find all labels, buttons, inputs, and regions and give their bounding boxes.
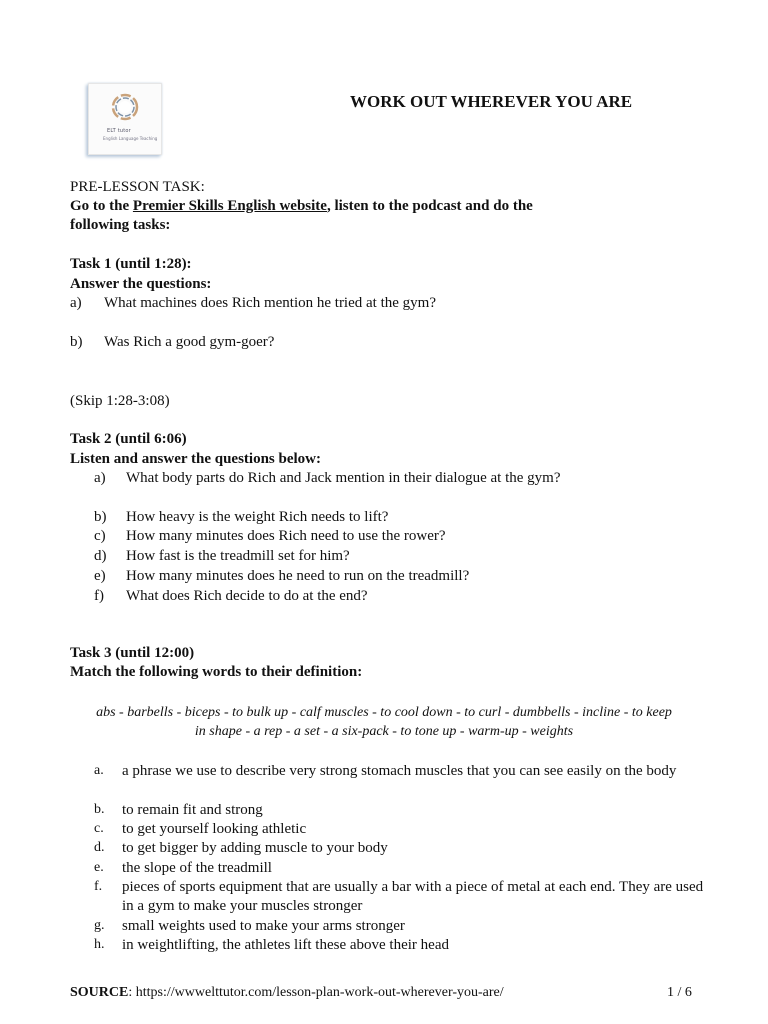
- definition-marker: b.: [94, 802, 105, 817]
- question-text: What body parts do Rich and Jack mention in their dialogue at the gym?: [126, 470, 561, 486]
- task1-instruction: Answer the questions:: [70, 276, 212, 292]
- question-text: How many minutes does Rich need to use the rower?: [126, 528, 446, 544]
- question-text: Was Rich a good gym-goer?: [104, 334, 275, 350]
- question-marker: a): [70, 295, 82, 311]
- pre-lesson-heading: PRE-LESSON TASK:: [70, 179, 205, 195]
- question-text: How heavy is the weight Rich needs to lift?: [126, 509, 389, 525]
- task2-heading: Task 2 (until 6:06): [70, 431, 187, 447]
- question-marker: e): [94, 568, 106, 584]
- definition-text: to get bigger by adding muscle to your body: [122, 840, 388, 856]
- question-marker: b): [94, 509, 107, 525]
- definition-text: a phrase we use to describe very strong stomach muscles that you can see easily on the body: [122, 763, 677, 779]
- task1-heading: Task 1 (until 1:28):: [70, 256, 192, 272]
- intro-text: Go to the: [70, 198, 133, 214]
- definition-marker: c.: [94, 821, 104, 836]
- question-text: How many minutes does he need to run on the treadmill?: [126, 568, 470, 584]
- question-marker: a): [94, 470, 106, 486]
- word-bank-line: in shape - a rep - a set - a six-pack - to tone up - warm-up - weights: [194, 724, 574, 739]
- definition-text: in weightlifting, the athletes lift these above their head: [122, 937, 449, 953]
- page-number: 1 / 6: [667, 985, 692, 1000]
- logo-text: ELT tutor: [107, 128, 131, 134]
- premier-skills-link[interactable]: Premier Skills English website: [132, 198, 327, 214]
- definition-text: to get yourself looking athletic: [122, 821, 307, 837]
- definition-marker: e.: [94, 860, 104, 875]
- definition-text: the slope of the treadmill: [122, 860, 272, 876]
- question-marker: d): [94, 548, 107, 564]
- intro-text-end: , listen to the podcast and do the: [326, 198, 533, 214]
- question-text: What does Rich decide to do at the end?: [126, 588, 368, 604]
- source-url[interactable]: : https://wwwelttutor.com/lesson-plan-work-out-wherever-you-are/: [128, 985, 504, 1000]
- task3-heading: Task 3 (until 12:00): [70, 645, 195, 661]
- definition-marker: a.: [94, 763, 104, 778]
- question-marker: c): [94, 528, 106, 544]
- question-text: How fast is the treadmill set for him?: [126, 548, 350, 564]
- definition-marker: g.: [94, 918, 105, 933]
- definition-marker: f.: [94, 879, 103, 894]
- pre-lesson-intro: [70, 197, 533, 216]
- task2-instruction: Listen and answer the questions below:: [70, 451, 322, 467]
- source-label: SOURCE: [70, 985, 129, 1000]
- logo: [88, 83, 162, 155]
- definition-text: to remain fit and strong: [122, 802, 263, 818]
- pre-lesson-intro-line2: following tasks:: [70, 217, 171, 233]
- question-text: What machines does Rich mention he tried at the gym?: [104, 295, 436, 311]
- task3-instruction: Match the following words to their definition:: [70, 664, 363, 680]
- page-title: WORK OUT WHEREVER YOU ARE: [350, 92, 633, 111]
- question-marker: b): [70, 334, 83, 350]
- definition-text: pieces of sports equipment that are usually a bar with a piece of metal at each end. They are used in a gym to make your muscles stronger: [122, 879, 704, 914]
- word-bank-line: abs - barbells - biceps - to bulk up - calf muscles - to cool down - to curl - dumbbells - incline - to keep: [96, 705, 672, 720]
- question-item: [70, 294, 82, 313]
- logo-subtext: English Language Teaching: [103, 136, 158, 141]
- question-marker: f): [94, 588, 104, 604]
- definition-marker: d.: [94, 840, 105, 855]
- skip-note: (Skip 1:28-3:08): [70, 393, 170, 409]
- definition-marker: h.: [94, 937, 105, 952]
- definition-text: small weights used to make your arms stronger: [122, 918, 405, 934]
- footer-source: [70, 985, 504, 1001]
- logo-ring-icon: [109, 91, 141, 123]
